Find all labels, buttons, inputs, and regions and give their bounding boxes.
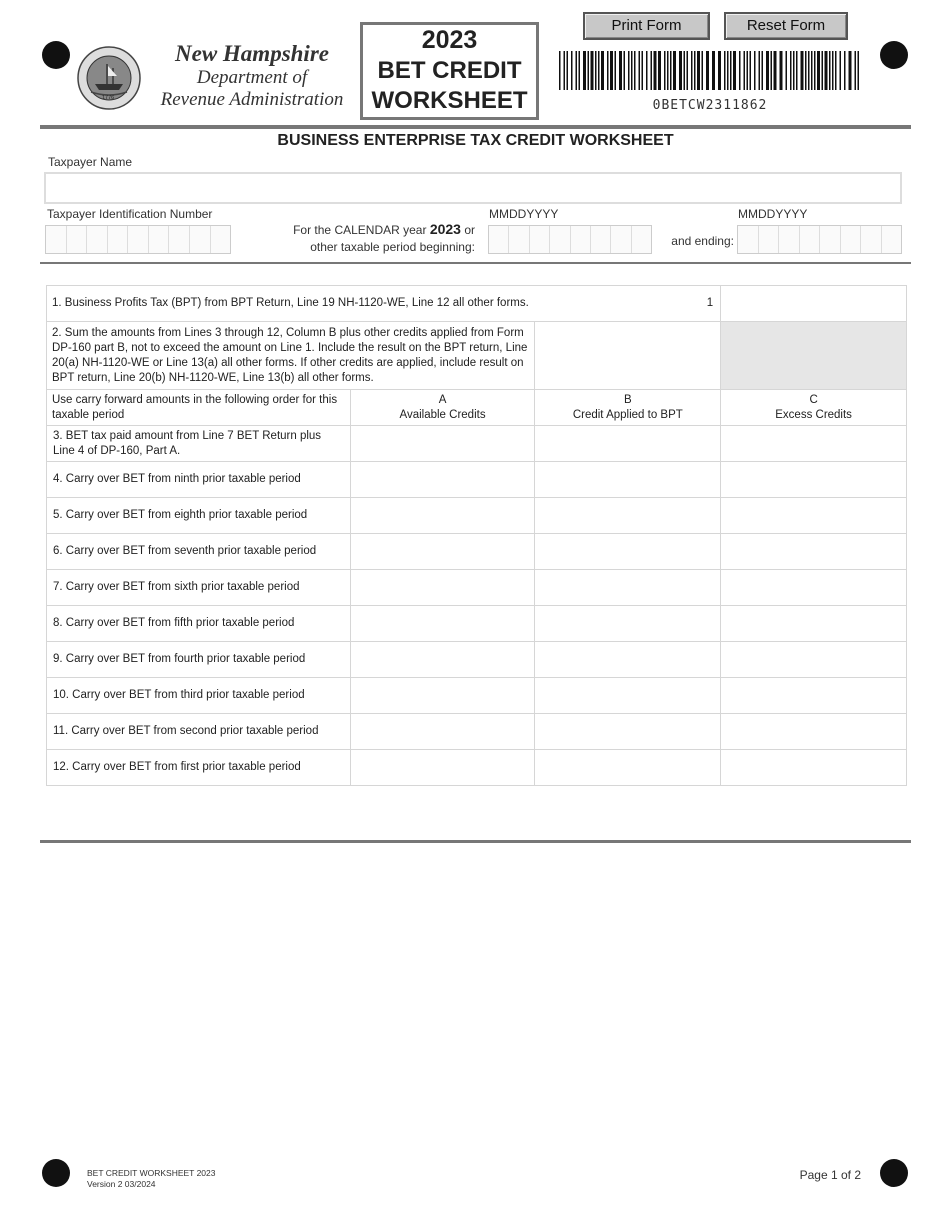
row-col-b-field[interactable] (535, 678, 721, 714)
row-col-c-field[interactable] (721, 570, 907, 606)
line2-amount-field[interactable] (535, 322, 721, 390)
row-col-c-field[interactable] (721, 534, 907, 570)
row-label: 8. Carry over BET from fifth prior taxable period (47, 606, 351, 642)
table-row (47, 570, 907, 606)
row-col-a-field[interactable] (350, 714, 535, 750)
taxpayer-name-field[interactable] (44, 172, 902, 204)
page-number: Page 1 of 2 (799, 1168, 861, 1182)
end-date-field[interactable] (737, 225, 902, 254)
line1-num: 1 (706, 297, 714, 309)
reset-form-button[interactable]: Reset Form (724, 12, 848, 40)
order-note: Use carry forward amounts in the following order for this taxable period (47, 390, 351, 426)
tin-field[interactable] (45, 225, 231, 254)
row-label: 9. Carry over BET from fourth prior taxable period (47, 642, 351, 678)
registration-mark-top-left (42, 41, 70, 69)
seal-year: 1776 (102, 95, 115, 101)
begin-date-field[interactable] (488, 225, 652, 254)
footer-version: Version 2 03/2024 (87, 1179, 156, 1189)
credit-worksheet-table (46, 285, 907, 786)
table-row (47, 678, 907, 714)
column-c-letter: C (809, 393, 818, 406)
row-col-a-field[interactable] (350, 750, 535, 786)
period-text-1: For the CALENDAR year (293, 223, 427, 237)
row-label: 3. BET tax paid amount from Line 7 BET Return plus Line 4 of DP-160, Part A. (47, 426, 351, 462)
tin-label: Taxpayer Identification Number (47, 207, 213, 221)
column-b-letter: B (623, 393, 632, 406)
row-col-a-field[interactable] (350, 642, 535, 678)
form-title-box (360, 22, 539, 120)
end-date-label: MMDDYYYY (738, 207, 808, 221)
row-col-b-field[interactable] (535, 462, 721, 498)
row-col-b-field[interactable] (535, 534, 721, 570)
line2-text: 2. Sum the amounts from Lines 3 through 12, Column B plus other credits applied from Form DP-160 part B, not to exceed the amount on Line 1. Include the result on the BPT return, Line 20(a) NH-1120-WE or Line 13(a) all other forms. If other credits are applied, include result on BPT return, Line 20(b) NH-1120-WE, Line 13(b) all other forms. (47, 322, 535, 390)
row-col-b-field[interactable] (535, 606, 721, 642)
footer-form-info (87, 1168, 215, 1190)
registration-mark-top-right (880, 41, 908, 69)
row-col-b-field[interactable] (535, 714, 721, 750)
table-row (47, 642, 907, 678)
column-header-row (47, 390, 907, 426)
row-col-b-field[interactable] (535, 750, 721, 786)
row-col-c-field[interactable] (721, 498, 907, 534)
agency-dept-line1: Department of (196, 67, 308, 88)
line1-amount-field[interactable] (721, 286, 907, 322)
table-row (47, 534, 907, 570)
row-label: 4. Carry over BET from ninth prior taxable period (47, 462, 351, 498)
table-row (47, 606, 907, 642)
period-text-3: other taxable period beginning: (310, 240, 475, 254)
agency-block (147, 40, 357, 111)
row-col-a-field[interactable] (350, 462, 535, 498)
period-text-2: or (464, 223, 475, 237)
row-label: 5. Carry over BET from eighth prior taxable period (47, 498, 351, 534)
column-c-header (721, 390, 907, 426)
begin-date-label: MMDDYYYY (489, 207, 559, 221)
table-row (47, 498, 907, 534)
row-label: 11. Carry over BET from second prior taxable period (47, 714, 351, 750)
line2-shaded-cell (721, 322, 907, 390)
row-label: 7. Carry over BET from sixth prior taxable period (47, 570, 351, 606)
row-col-b-field[interactable] (535, 570, 721, 606)
header-divider (40, 125, 911, 129)
row-col-c-field[interactable] (721, 642, 907, 678)
print-form-button[interactable]: Print Form (583, 12, 710, 40)
barcode-text: 0BETCW2311862 (652, 98, 768, 113)
column-a-header (350, 390, 535, 426)
agency-state: New Hampshire (175, 41, 329, 66)
row-col-c-field[interactable] (721, 426, 907, 462)
row-col-c-field[interactable] (721, 750, 907, 786)
row-col-a-field[interactable] (350, 570, 535, 606)
registration-mark-bottom-left (42, 1159, 70, 1187)
main-heading: BUSINESS ENTERPRISE TAX CREDIT WORKSHEET (277, 132, 674, 149)
period-text (270, 221, 475, 256)
line1-text: 1. Business Profits Tax (BPT) from BPT Return, Line 19 NH-1120-WE, Line 12 all other forms. (52, 297, 529, 309)
period-year: 2023 (429, 221, 461, 237)
column-a-letter: A (438, 393, 447, 406)
ending-label: and ending: (671, 234, 734, 248)
row-col-c-field[interactable] (721, 714, 907, 750)
row-label: 6. Carry over BET from seventh prior taxable period (47, 534, 351, 570)
bottom-divider (40, 840, 911, 843)
table-row (47, 750, 907, 786)
registration-mark-bottom-right (880, 1159, 908, 1187)
row-col-c-field[interactable] (721, 606, 907, 642)
row-col-b-field[interactable] (535, 426, 721, 462)
line1-cell (47, 286, 721, 322)
row-col-a-field[interactable] (350, 534, 535, 570)
form-title-line1: BET CREDIT (377, 57, 522, 84)
table-row (47, 462, 907, 498)
table-row (47, 714, 907, 750)
row-col-a-field[interactable] (350, 678, 535, 714)
column-b-header (535, 390, 721, 426)
line1-row (47, 286, 907, 322)
row-col-b-field[interactable] (535, 642, 721, 678)
row-col-a-field[interactable] (350, 498, 535, 534)
section-divider (40, 262, 911, 264)
form-title-line2: WORKSHEET (371, 87, 528, 114)
row-label: 12. Carry over BET from first prior taxable period (47, 750, 351, 786)
row-col-a-field[interactable] (350, 426, 535, 462)
table-row (47, 426, 907, 462)
row-col-c-field[interactable] (721, 678, 907, 714)
form-title-year: 2023 (421, 26, 478, 54)
barcode-icon (559, 51, 861, 90)
line2-row (47, 322, 907, 390)
row-label: 10. Carry over BET from third prior taxable period (47, 678, 351, 714)
row-col-c-field[interactable] (721, 462, 907, 498)
agency-dept-line2: Revenue Administration (160, 89, 344, 110)
column-a-label: Available Credits (399, 408, 486, 421)
row-col-b-field[interactable] (535, 498, 721, 534)
column-c-label: Excess Credits (775, 408, 852, 421)
footer-form-name: BET CREDIT WORKSHEET 2023 (87, 1168, 216, 1178)
taxpayer-name-label: Taxpayer Name (48, 155, 133, 169)
column-b-label: Credit Applied to BPT (572, 408, 683, 421)
row-col-a-field[interactable] (350, 606, 535, 642)
